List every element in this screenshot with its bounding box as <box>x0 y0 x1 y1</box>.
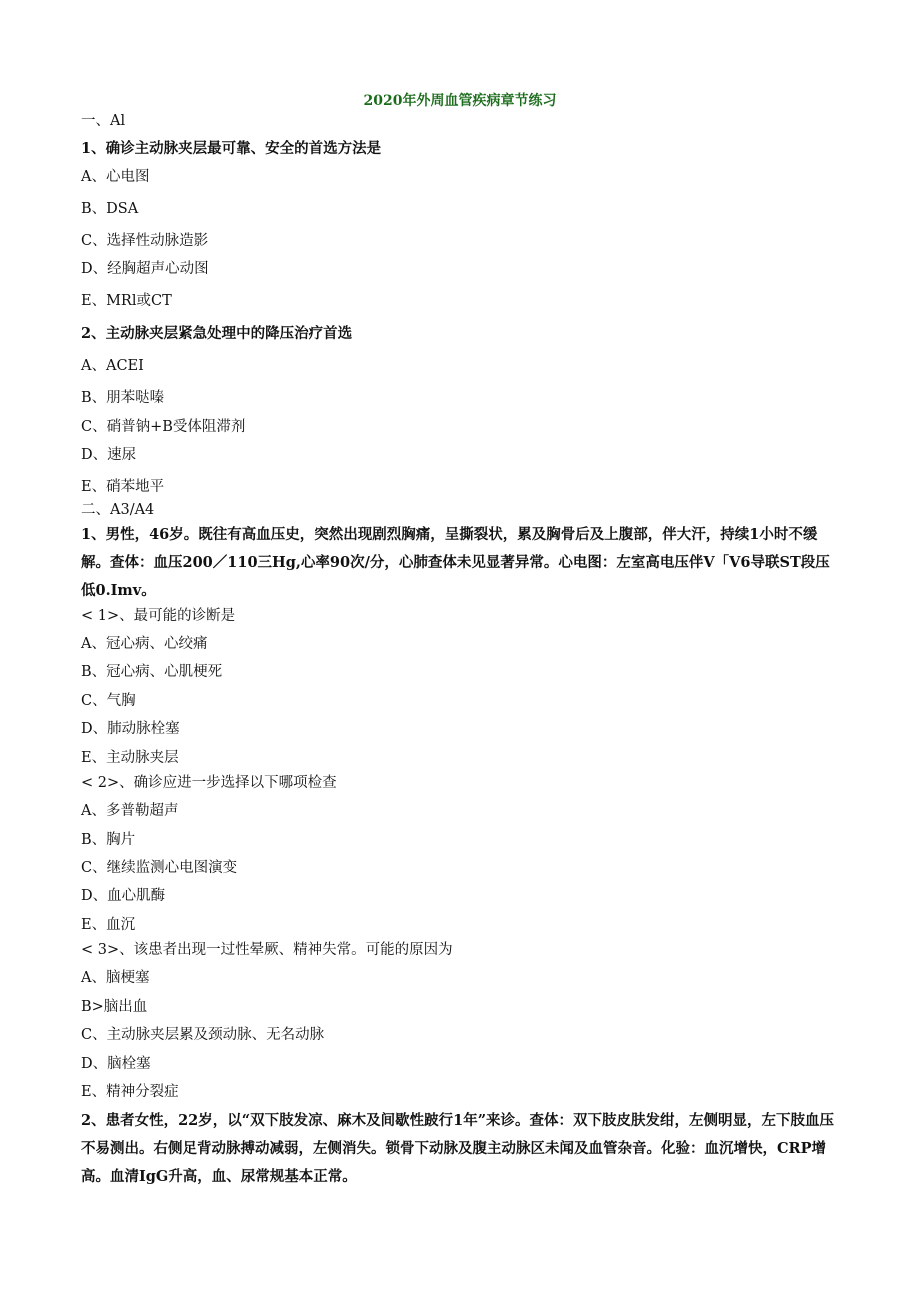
option-text: E、MRl或CT <box>81 293 172 309</box>
sub-question-3: < 3>、该患者出现一过性晕厥、精神失常。可能的原因为 <box>81 942 453 958</box>
option-text: D、肺动脉栓塞 <box>81 721 180 737</box>
option-text: C、选择性动脉造影 <box>81 233 209 249</box>
question-1: 1、确诊主动脉夹层最可靠、安全的首选方法是 <box>81 140 382 157</box>
option-text: C、主动脉夹层累及颈动脉、无名动脉 <box>81 1027 325 1043</box>
option-text: A、冠心病、心绞痛 <box>81 636 208 652</box>
section-heading-a1: 一、Al <box>81 113 126 129</box>
option-text: C、继续监测心电图演变 <box>81 860 238 876</box>
option-text: B、冠心病、心肌梗死 <box>81 664 223 680</box>
case-1-stem: 1、男性，46岁。既往有高血压史，突然出现剧烈胸痛，呈撕裂状，累及胸骨后及上腹部，伴大汗，持续1小时不缓解。查体：血压200／110三Hg,心率90次/分，心肺查体未见显著异常。心电图：左室高电压伴V「V6导联ST段压低0.Imv。 <box>81 526 830 599</box>
option-text: A、脑梗塞 <box>81 970 150 986</box>
option-text: B、朋苯哒嗪 <box>81 390 165 406</box>
document-title: 2020年外周血管疾病章节练习 <box>363 93 557 109</box>
option-text: E、主动脉夹层 <box>81 750 179 766</box>
option-text: D、脑栓塞 <box>81 1056 151 1072</box>
option-text: A、心电图 <box>81 169 150 185</box>
question-2: 2、主动脉夹层紧急处理中的降压治疗首选 <box>81 325 353 342</box>
option-text: A、多普勒超声 <box>81 803 179 819</box>
option-text: B、DSA <box>81 201 139 217</box>
option-text: C、气胸 <box>81 693 136 709</box>
sub-question-1: < 1>、最可能的诊断是 <box>81 608 236 624</box>
option-text: C、硝普钠+B受体阻滞剂 <box>81 419 246 435</box>
option-text: A、ACEI <box>81 358 144 374</box>
option-text: B、胸片 <box>81 832 136 848</box>
option-text: E、精神分裂症 <box>81 1084 179 1100</box>
sub-question-2: < 2>、确诊应进一步选择以下哪项检查 <box>81 775 337 791</box>
option-text: D、速尿 <box>81 447 137 463</box>
option-text: D、经胸超声心动图 <box>81 261 209 277</box>
case-2-stem: 2、患者女性，22岁，以“双下肢发凉、麻木及间歇性跛行1年”来诊。查体：双下肢皮肤发绀，左侧明显，左下肢血压不易测出。右侧足背动脉搏动减弱，左侧消失。锁骨下动脉及腹主动脉区未闻及血管杂音。化验：血沉增快，CRP增高。血清IgG升高，血、尿常规基本正常。 <box>81 1112 835 1185</box>
option-text: E、硝苯地平 <box>81 479 165 495</box>
option-text: D、血心肌酶 <box>81 888 166 904</box>
option-text: E、血沉 <box>81 917 136 933</box>
section-heading-a3a4: 二、A3/A4 <box>81 502 155 518</box>
option-text: B>脑出血 <box>81 999 148 1015</box>
